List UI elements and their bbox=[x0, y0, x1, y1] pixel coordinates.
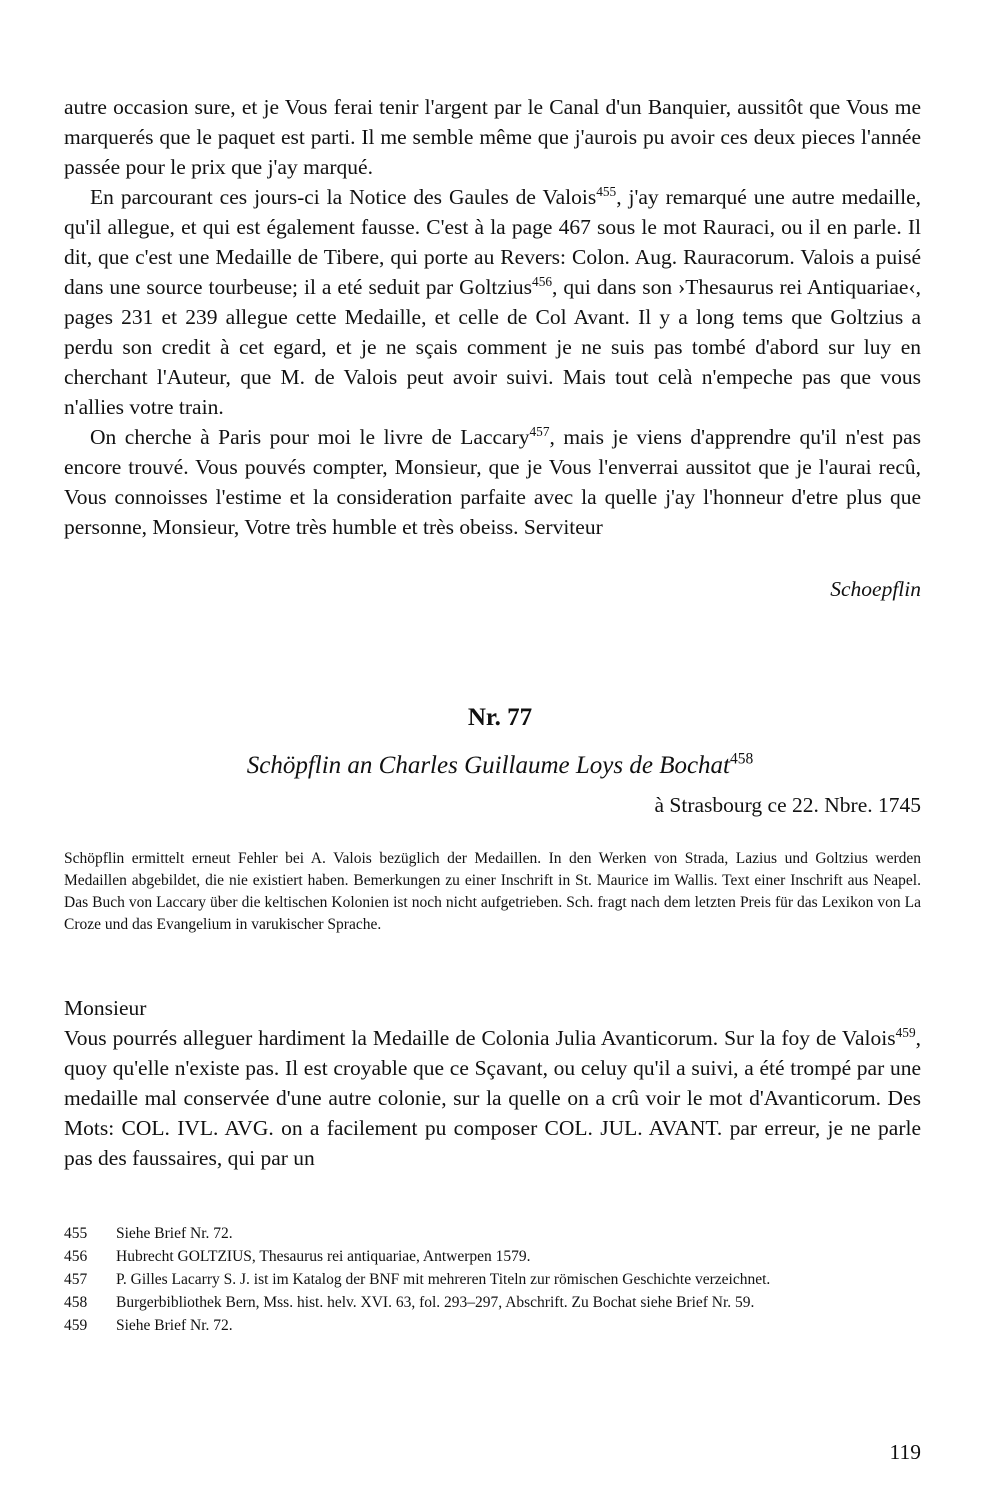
text-run: Vous pourrés alleguer hardiment la Medaille de Colonia Julia Avanticorum. Sur la foy de Valois bbox=[64, 1026, 896, 1050]
footnote-text: Siehe Brief Nr. 72. bbox=[116, 1225, 233, 1242]
text-run: , quoy qu'elle n'existe pas. Il est croyable que ce Sçavant, ou celuy qu'il a suivi, a été trompé par une medaille mal conservée d'une autre colonie, sur la quelle on a crû voir le mot d'Avanticorum. Des Mots: COL. IVL. AVG. on a facilement pu composer COL. JUL. AVANT. par erreur, je ne parle pas des faussaires, qui par un bbox=[64, 1026, 921, 1170]
text-run: , qui dans son ›Thesaurus rei Antiquariae‹, pages 231 et 239 allegue cette Medaille, et celle de Col Avant. Il y a long tems que Goltzius a perdu son credit à cet egard, et je ne sçais comment je ne suis pas tombé d'abord sur luy en cherchant l'Auteur, que M. de Valois peut avoir suivi. Mais tout celà n'empeche pas que vous n'allies votre train. bbox=[64, 275, 922, 419]
footnote-number: 457 bbox=[64, 1271, 88, 1288]
footnote bbox=[64, 1292, 921, 1313]
text-run: autre occasion sure, et je Vous ferai tenir l'argent par le Canal d'un Banquier, aussitôt que Vous me marquerés que le paquet est parti. Il me semble même que j'aurois pu avoir ces deux pieces l'année passée pour le prix que j'ay marqué. bbox=[64, 95, 921, 179]
footnote bbox=[64, 1223, 921, 1244]
footnote-number: 455 bbox=[64, 1225, 88, 1242]
footnote bbox=[64, 1246, 921, 1267]
paragraph bbox=[64, 422, 921, 542]
footnote-ref: 457 bbox=[529, 423, 550, 439]
footnote-text: P. Gilles Lacarry S. J. ist im Katalog der BNF mit mehreren Titeln zur römischen Geschichte verzeichnet. bbox=[116, 1271, 771, 1288]
letter-number: Nr. 77 bbox=[467, 704, 533, 731]
signature: Schoepflin bbox=[830, 577, 921, 601]
page-number: 119 bbox=[889, 1440, 921, 1464]
text-run: En parcourant ces jours-ci la Notice des Gaules de Valois bbox=[90, 185, 597, 209]
previous-letter-continuation bbox=[64, 92, 921, 542]
salutation: Monsieur bbox=[64, 996, 147, 1020]
footnote-ref: 458 bbox=[730, 750, 754, 768]
letter-body bbox=[64, 993, 921, 1173]
paragraph bbox=[64, 182, 921, 422]
letter-text bbox=[64, 1023, 921, 1173]
footnotes bbox=[64, 1223, 921, 1338]
place-date: à Strasbourg ce 22. Nbre. 1745 bbox=[654, 793, 921, 817]
letter-summary: Schöpflin ermittelt erneut Fehler bei A. Valois bezüglich der Medaillen. In den Werken von Strada, Lazius und Goltzius werden Medaillen abgebildet, die nie existiert haben. Bemerkungen zu einer Inschrift in St. Maurice im Wallis. Text einer Inschrift aus Neapel. Das Buch von Laccary über die keltischen Kolonien ist noch nicht aufgetrieben. Sch. fragt nach dem letzten Preis für das Lexikon von La Croze und das Evangelium in varukischer Sprache. bbox=[64, 850, 921, 933]
footnote-ref: 455 bbox=[596, 183, 617, 199]
text-run: , j'ay remarqué une autre medaille, qu'il allegue, et qui est également fausse. C'est à la page 467 sous le mot Rauraci, ou il en parle. Il dit, que c'est une Medaille de Tibere, qui porte au Revers: Colon. Aug. Rauracorum. Valois a puisé dans une source tourbeuse; il a eté seduit par Goltzius bbox=[64, 185, 921, 299]
footnote bbox=[64, 1315, 921, 1336]
footnote-ref: 456 bbox=[532, 273, 553, 289]
letter-title bbox=[0, 752, 1000, 780]
text-run: On cherche à Paris pour moi le livre de Laccary bbox=[90, 425, 530, 449]
footnote-number: 458 bbox=[64, 1294, 88, 1311]
footnote bbox=[64, 1269, 921, 1290]
letter-title-text: Schöpflin an Charles Guillaume Loys de Bochat bbox=[246, 752, 731, 779]
footnote-number: 456 bbox=[64, 1248, 88, 1265]
footnote-text: Hubrecht GOLTZIUS, Thesaurus rei antiquariae, Antwerpen 1579. bbox=[116, 1248, 531, 1265]
footnote-ref: 459 bbox=[895, 1024, 916, 1040]
footnote-number: 459 bbox=[64, 1317, 88, 1334]
paragraph bbox=[64, 92, 921, 182]
footnote-text: Burgerbibliothek Bern, Mss. hist. helv. XVI. 63, fol. 293–297, Abschrift. Zu Bochat siehe Brief Nr. 59. bbox=[116, 1294, 755, 1311]
footnote-text: Siehe Brief Nr. 72. bbox=[116, 1317, 233, 1334]
text-run: , mais je viens d'apprendre qu'il n'est pas encore trouvé. Vous pouvés compter, Monsieur, que je Vous l'enverrai aussitot que je l'aurai recû, Vous connoisses l'estime et la consideration parfaite avec la quelle j'ay l'honneur d'etre plus que personne, Monsieur, Votre très humble et très obeiss. Serviteur bbox=[64, 425, 921, 539]
